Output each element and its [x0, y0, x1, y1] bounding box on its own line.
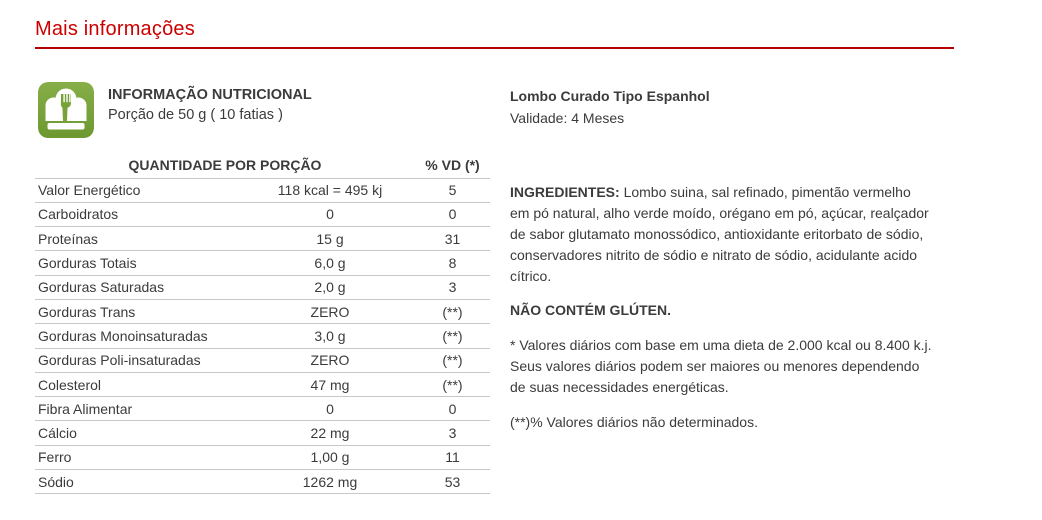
- nutrient-amount: 1,00 g: [245, 445, 415, 469]
- gluten-note: NÃO CONTÉM GLÚTEN.: [510, 302, 671, 318]
- nutrient-label: Gorduras Poli-insaturadas: [35, 348, 245, 372]
- nutrition-table-header-row: [35, 152, 490, 178]
- nutrition-table-body: [35, 178, 490, 494]
- nutrient-amount: 15 g: [245, 227, 415, 251]
- nutrient-daily-value: 53: [415, 470, 490, 494]
- nutrient-label: Gorduras Saturadas: [35, 275, 245, 299]
- table-row: [35, 348, 490, 372]
- nutrient-daily-value: 11: [415, 445, 490, 469]
- nutrient-daily-value: 3: [415, 275, 490, 299]
- nutrition-header: [38, 82, 312, 138]
- table-row: [35, 275, 490, 299]
- table-row: [35, 178, 490, 202]
- nutrient-amount: 118 kcal = 495 kj: [245, 178, 415, 202]
- nutrient-label: Gorduras Totais: [35, 251, 245, 275]
- nutrient-label: Cálcio: [35, 421, 245, 445]
- nutrient-daily-value: 8: [415, 251, 490, 275]
- nutrient-daily-value: (**): [415, 348, 490, 372]
- table-row: [35, 202, 490, 226]
- nutrient-label: Ferro: [35, 445, 245, 469]
- ingredients-paragraph: [510, 182, 934, 287]
- table-row: [35, 421, 490, 445]
- table-row: [35, 299, 490, 323]
- nutrient-amount: ZERO: [245, 299, 415, 323]
- table-row: [35, 397, 490, 421]
- daily-values-note: * Valores diários com base em uma dieta de 2.000 kcal ou 8.400 k.j. Seus valores diários podem ser maiores ou menores dependendo de suas necessidades energéticas.: [510, 337, 932, 395]
- nutrient-daily-value: 0: [415, 397, 490, 421]
- daily-value-header: % VD (*): [415, 152, 490, 178]
- undetermined-values-note: (**)% Valores diários não determinados.: [510, 414, 758, 430]
- table-row: [35, 251, 490, 275]
- nutrient-label: Fibra Alimentar: [35, 397, 245, 421]
- nutrient-daily-value: 5: [415, 178, 490, 202]
- nutrient-label: Sódio: [35, 470, 245, 494]
- title-rule-divider: [35, 47, 954, 49]
- product-name: Lombo Curado Tipo Espanhol: [510, 88, 710, 104]
- nutrient-label: Valor Energético: [35, 178, 245, 202]
- nutrient-label: Proteínas: [35, 227, 245, 251]
- nutrient-label: Gorduras Trans: [35, 299, 245, 323]
- nutrient-amount: 0: [245, 202, 415, 226]
- table-row: [35, 372, 490, 396]
- table-row: [35, 470, 490, 494]
- nutrient-amount: 0: [245, 397, 415, 421]
- table-row: [35, 445, 490, 469]
- nutrient-amount: 47 mg: [245, 372, 415, 396]
- page-title: Mais informações: [35, 18, 195, 40]
- nutrient-daily-value: (**): [415, 299, 490, 323]
- nutrient-daily-value: 31: [415, 227, 490, 251]
- nutrient-daily-value: (**): [415, 324, 490, 348]
- chef-hat-fork-icon: [38, 82, 94, 138]
- nutrient-amount: ZERO: [245, 348, 415, 372]
- nutrient-label: Colesterol: [35, 372, 245, 396]
- nutrition-table: [35, 152, 490, 494]
- table-row: [35, 324, 490, 348]
- nutrient-amount: 3,0 g: [245, 324, 415, 348]
- nutrient-label: Carboidratos: [35, 202, 245, 226]
- nutrient-daily-value: 0: [415, 202, 490, 226]
- nutrient-daily-value: 3: [415, 421, 490, 445]
- ingredients-text: Lombo suina, sal refinado, pimentão vermelho em pó natural, alho verde moído, orégano em pó, açúcar, realçador de sabor glutamato monossódico, antioxidante eritorbato de sódio, conservadores nitrito de sódio e nitrato de sódio, acidulante acido cítrico.: [510, 184, 929, 284]
- nutrient-amount: 22 mg: [245, 421, 415, 445]
- nutrition-header-text: [108, 82, 312, 138]
- nutrient-label: Gorduras Monoinsaturadas: [35, 324, 245, 348]
- product-details: [510, 86, 934, 433]
- ingredients-label: INGREDIENTES:: [510, 184, 620, 200]
- nutrition-title: INFORMAÇÃO NUTRICIONAL: [108, 87, 312, 103]
- nutrient-amount: 6,0 g: [245, 251, 415, 275]
- nutrition-portion: Porção de 50 g ( 10 fatias ): [108, 107, 283, 123]
- nutrient-daily-value: (**): [415, 372, 490, 396]
- product-validity: Validade: 4 Meses: [510, 110, 625, 126]
- table-row: [35, 227, 490, 251]
- nutrient-amount: 2,0 g: [245, 275, 415, 299]
- quantity-per-portion-header: QUANTIDADE POR PORÇÃO: [35, 152, 415, 178]
- nutrient-amount: 1262 mg: [245, 470, 415, 494]
